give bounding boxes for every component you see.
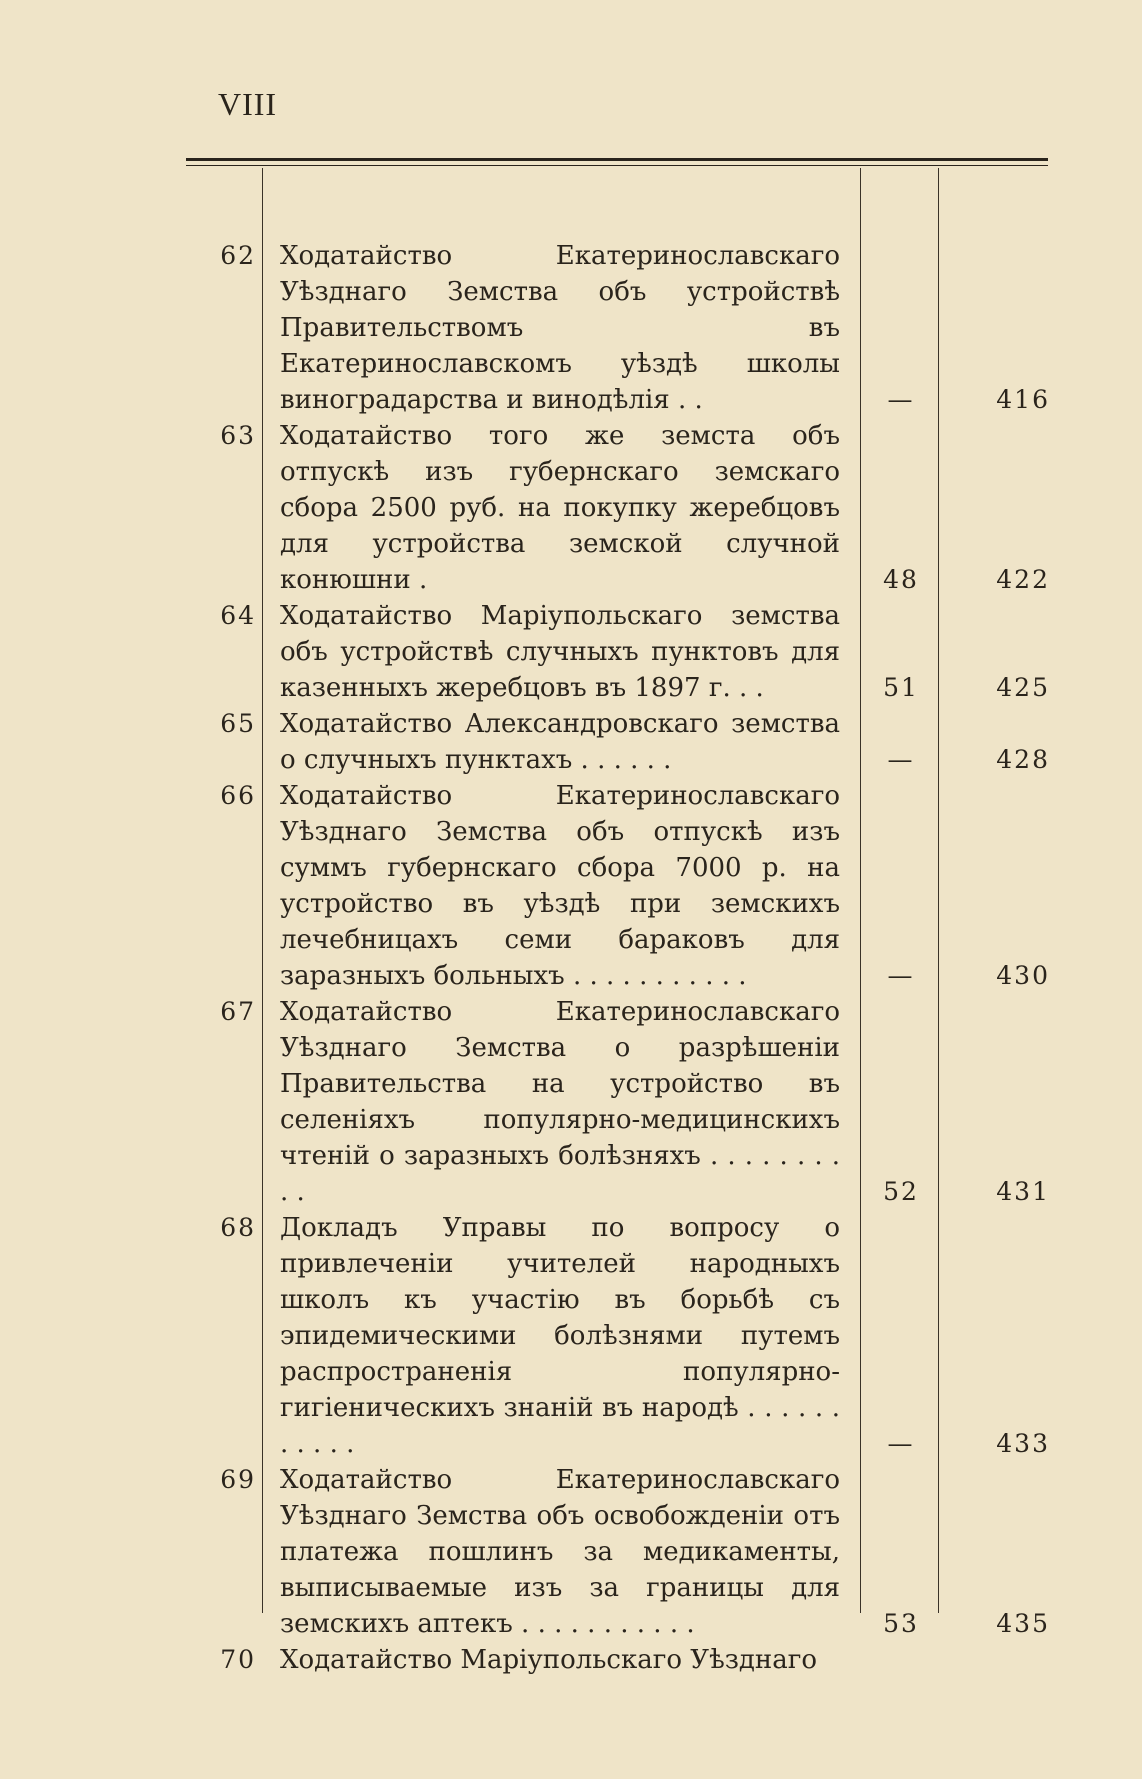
entry-69: [0, 1462, 1142, 1642]
entry-62: [0, 238, 1142, 418]
entry-page: 431: [996, 1177, 1050, 1206]
entry-text: Ходатайство Екатеринославскаго Уѣзднаго Земства о разрѣшеніи Правительства на устройство въ селеніяхъ популярно-медицинскихъ чтеній о заразныхъ болѣзняхъ . . . . . . . . . .: [280, 997, 840, 1207]
entry-text: Ходатайство Александровскаго земства о случныхъ пунктахъ . . . . . .: [280, 709, 840, 775]
entries-list: [0, 238, 1142, 1678]
entry-66: [0, 778, 1142, 994]
entry-page: 416: [996, 385, 1050, 414]
entry-number: 70: [220, 1645, 256, 1674]
entry-number: 68: [220, 1213, 256, 1242]
entry-text: Ходатайство Маріупольскаго Уѣзднаго: [280, 1645, 818, 1675]
entry-page: 425: [996, 673, 1050, 702]
entry-number: 69: [220, 1465, 256, 1494]
entry-text: Ходатайство Екатеринославскаго Уѣзднаго Земства объ устройствѣ Правительствомъ въ Екатеринославскомъ уѣздѣ школы виноградарства и винодѣлія . .: [280, 241, 840, 415]
entry-text: Ходатайство Екатеринославскаго Уѣзднаго Земства объ освобожденіи отъ платежа пошлинъ за медикаменты, выписываемые изъ за границы для земскихъ аптекъ . . . . . . . . . . .: [280, 1465, 840, 1639]
entry-70: [0, 1642, 1142, 1678]
entry-65: [0, 706, 1142, 778]
entry-col-a: 53: [883, 1609, 919, 1638]
entry-page: 428: [996, 745, 1050, 774]
entry-number: 62: [220, 241, 256, 270]
header-rule-thick: [186, 158, 1048, 161]
entry-page: 430: [996, 961, 1050, 990]
entry-text: Ходатайство того же земста объ отпускѣ изъ губернскаго земскаго сбора 2500 руб. на покупку жеребцовъ для устройства земской случной конюшни .: [280, 421, 840, 595]
entry-number: 63: [220, 421, 256, 450]
entry-page: 435: [996, 1609, 1050, 1638]
entry-67: [0, 994, 1142, 1210]
entry-text: Ходатайство Екатеринославскаго Уѣзднаго Земства объ отпускѣ изъ суммъ губернскаго сбора 7000 р. на устройство въ уѣздѣ при земскихъ лечебницахъ семи бараковъ для заразныхъ больныхъ . . . . . . . . . . .: [280, 781, 840, 991]
entry-number: 67: [220, 997, 256, 1026]
entry-page: 433: [996, 1429, 1050, 1458]
page-number: VIII: [218, 86, 278, 122]
entry-text: Ходатайство Маріупольскаго земства объ устройствѣ случныхъ пунктовъ для казенныхъ жеребцовъ въ 1897 г. . .: [280, 601, 840, 703]
entry-col-a: —: [887, 961, 915, 990]
entry-number: 66: [220, 781, 256, 810]
entry-col-a: —: [887, 385, 915, 414]
entry-col-a: —: [887, 745, 915, 774]
entry-col-a: 51: [883, 673, 919, 702]
entry-col-a: 48: [883, 565, 919, 594]
entry-col-a: 52: [883, 1177, 919, 1206]
entry-page: 422: [996, 565, 1050, 594]
header-rule-thin: [186, 165, 1048, 166]
entry-col-a: —: [887, 1429, 915, 1458]
entry-63: [0, 418, 1142, 598]
entry-number: 65: [220, 709, 256, 738]
entry-68: [0, 1210, 1142, 1462]
entry-number: 64: [220, 601, 256, 630]
entry-64: [0, 598, 1142, 706]
entry-text: Докладъ Управы по вопросу о привлеченіи учителей народныхъ школъ къ участію въ борьбѣ съ эпидемическими болѣзнями путемъ распространенія популярно-гигіеническихъ знаній въ народѣ . . . . . . . . . . .: [280, 1213, 840, 1459]
